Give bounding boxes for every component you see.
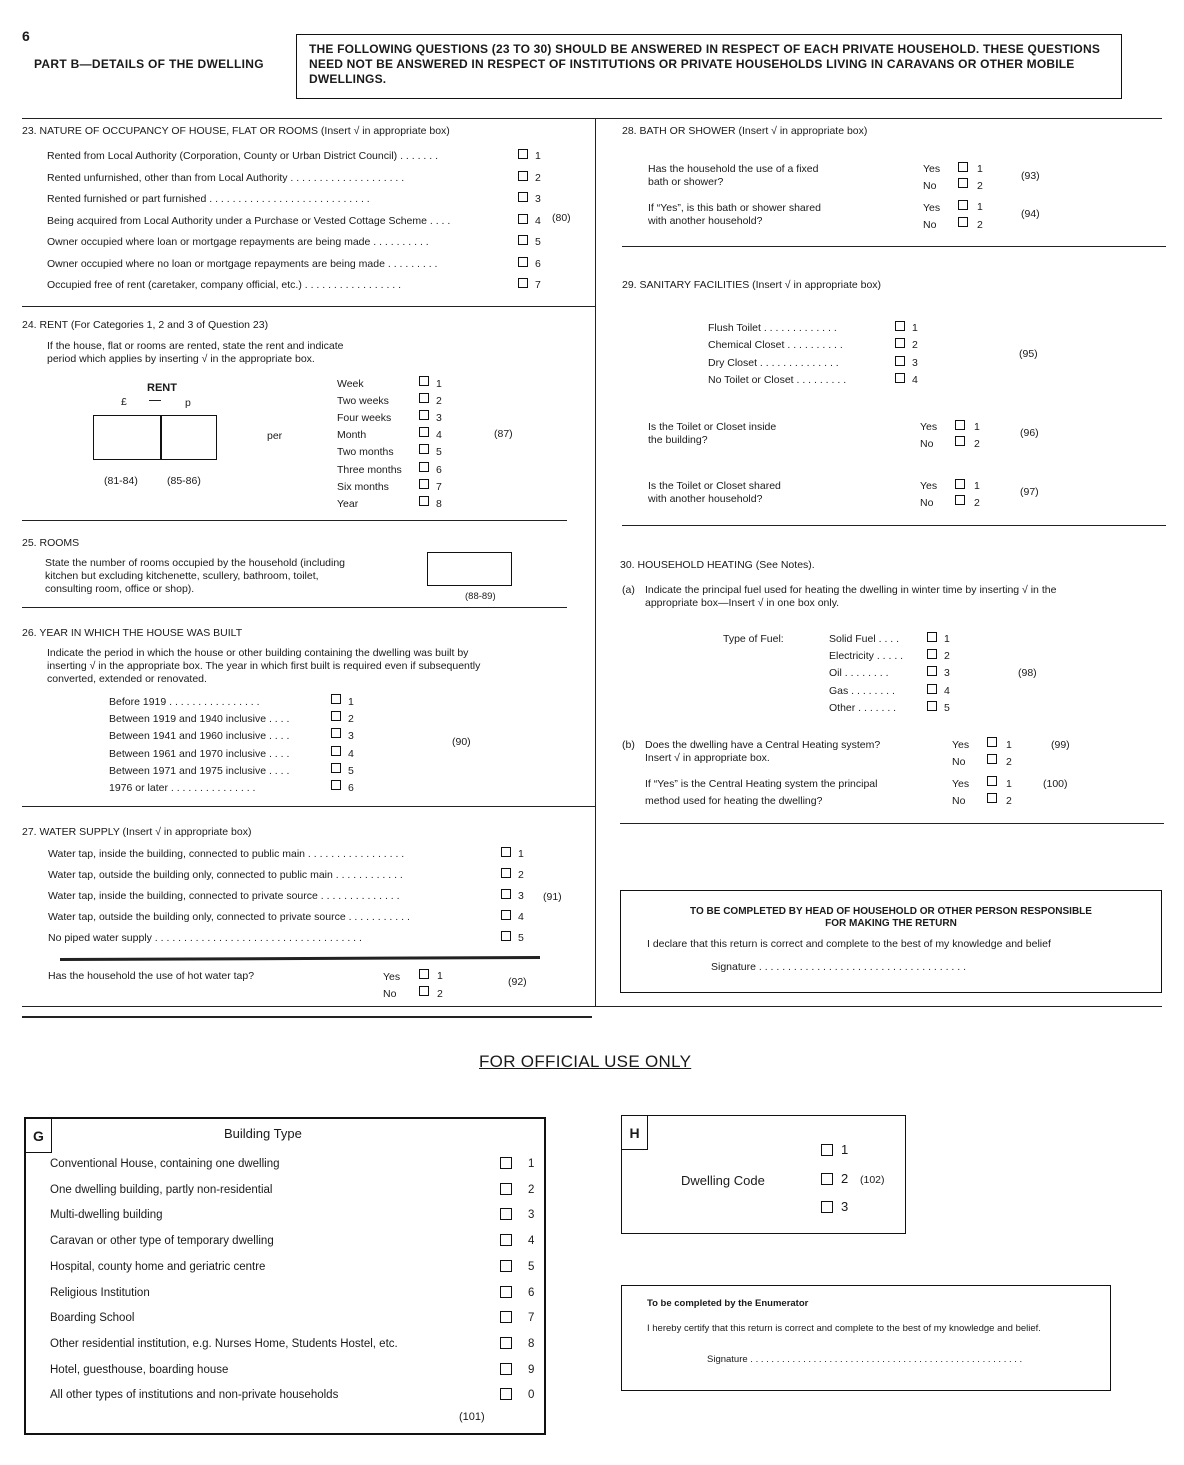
option-number: 2 bbox=[1006, 756, 1012, 768]
q23-option-label: Owner occupied where loan or mortgage repayments are being made . . . . . . . . . . bbox=[47, 236, 429, 248]
option-number: 1 bbox=[977, 201, 983, 213]
option-number: 2 bbox=[841, 1171, 849, 1186]
q29-shared-code: (97) bbox=[1020, 486, 1039, 498]
option-number: 2 bbox=[1006, 795, 1012, 807]
q28-b-no-checkbox[interactable] bbox=[958, 217, 968, 227]
option-number: 6 bbox=[535, 257, 541, 270]
q30-c-line-1: If “Yes” is the Central Heating system the principal bbox=[645, 778, 878, 790]
q29-shared-line-2: with another household? bbox=[648, 493, 763, 505]
q23-option-5-checkbox[interactable] bbox=[518, 235, 528, 245]
rent-period-2-checkbox[interactable] bbox=[419, 393, 429, 403]
q28-a-line-1: Has the household the use of a fixed bbox=[648, 163, 819, 175]
option-number: 3 bbox=[841, 1199, 849, 1214]
rent-period-5-checkbox[interactable] bbox=[419, 444, 429, 454]
declaration-title-1: TO BE COMPLETED BY HEAD OF HOUSEHOLD OR OTHER PERSON RESPONSIBLE bbox=[690, 906, 1092, 917]
q26-line-1: Indicate the period in which the house or other building containing the dwelling was built by bbox=[47, 647, 469, 659]
rent-period-1-checkbox[interactable] bbox=[419, 376, 429, 386]
q29-shared-no-checkbox[interactable] bbox=[955, 495, 965, 505]
notice-box: THE FOLLOWING QUESTIONS (23 TO 30) SHOULD BE ANSWERED IN RESPECT OF EACH PRIVATE HOUSEHOLD. THESE QUESTIONS NEED NOT BE ANSWERED IN RESPECT OF INSTITUTIONS OR PRIVATE HOUSEHOLDS LIVING IN CARAVANS OR OTHER MOBILE DWELLINGS. bbox=[296, 34, 1122, 99]
q30-a-line-2: appropriate box—Insert √ in one box only. bbox=[645, 597, 840, 609]
q26-title: 26. YEAR IN WHICH THE HOUSE WAS BUILT bbox=[22, 627, 243, 639]
water-supply-2-checkbox[interactable] bbox=[501, 868, 511, 878]
fuel-label: Gas . . . . . . . . bbox=[829, 684, 895, 697]
option-number: 5 bbox=[348, 764, 354, 777]
q29-inside-yes-checkbox[interactable] bbox=[955, 420, 965, 430]
option-number: 2 bbox=[518, 869, 524, 881]
box-h-code: (102) bbox=[860, 1174, 885, 1186]
option-number: 1 bbox=[1006, 739, 1012, 751]
pence-sign: p bbox=[185, 397, 191, 409]
water-supply-label: Water tap, outside the building only, connected to private source . . . . . . . . . . . bbox=[48, 911, 410, 923]
building-type-1-checkbox[interactable] bbox=[500, 1157, 512, 1169]
year-built-1-checkbox[interactable] bbox=[331, 694, 341, 704]
option-number: 2 bbox=[535, 171, 541, 184]
rent-period-3-checkbox[interactable] bbox=[419, 410, 429, 420]
q28-a-line-2: bath or shower? bbox=[648, 176, 724, 188]
option-number: 6 bbox=[528, 1286, 535, 1299]
option-number: 6 bbox=[436, 463, 442, 476]
building-type-9-checkbox[interactable] bbox=[500, 1363, 512, 1375]
yes-label: Yes bbox=[920, 421, 938, 433]
q24-instruction-2: period which applies by inserting √ in the appropriate box. bbox=[47, 353, 315, 365]
no-label: No bbox=[923, 219, 937, 231]
option-number: 3 bbox=[348, 730, 354, 743]
divider bbox=[620, 823, 1164, 824]
q28-a-yes-checkbox[interactable] bbox=[958, 162, 968, 172]
water-supply-4-checkbox[interactable] bbox=[501, 910, 511, 920]
rooms-field[interactable] bbox=[427, 552, 512, 586]
fuel-5-checkbox[interactable] bbox=[927, 701, 937, 711]
building-type-label: Hospital, county home and geriatric centre bbox=[50, 1260, 266, 1273]
q28-a-no-checkbox[interactable] bbox=[958, 178, 968, 188]
q30-b-line-1: Does the dwelling have a Central Heating system? bbox=[645, 739, 881, 751]
fuel-label: Other . . . . . . . bbox=[829, 701, 897, 714]
q23-option-4-checkbox[interactable] bbox=[518, 214, 528, 224]
option-number: 1 bbox=[944, 633, 950, 645]
building-type-label: Hotel, guesthouse, boarding house bbox=[50, 1363, 229, 1376]
q24-instruction-1: If the house, flat or rooms are rented, state the rent and indicate bbox=[47, 340, 344, 352]
option-number: 7 bbox=[535, 279, 541, 291]
q29-title: 29. SANITARY FACILITIES (Insert √ in appropriate box) bbox=[622, 279, 882, 291]
option-number: 1 bbox=[535, 150, 541, 162]
year-built-label: Between 1941 and 1960 inclusive . . . . bbox=[109, 730, 290, 743]
declaration-title-2: FOR MAKING THE RETURN bbox=[825, 918, 957, 929]
bottom-rule-2 bbox=[22, 1016, 592, 1018]
rent-period-label: Four weeks bbox=[337, 412, 392, 425]
divider bbox=[22, 806, 595, 807]
rent-period-8-checkbox[interactable] bbox=[419, 496, 429, 506]
building-type-label: Conventional House, containing one dwelling bbox=[50, 1158, 280, 1170]
top-rule bbox=[22, 118, 1162, 119]
fuel-label: Electricity . . . . . bbox=[829, 650, 904, 663]
q29-shared-line-1: Is the Toilet or Closet shared bbox=[648, 480, 781, 492]
year-built-label: Between 1961 and 1970 inclusive . . . . bbox=[109, 747, 290, 760]
q30-a-label: (a) bbox=[622, 584, 635, 596]
building-type-label: One dwelling building, partly non-residential bbox=[50, 1183, 273, 1196]
divider bbox=[22, 306, 595, 307]
q23-option-2-checkbox[interactable] bbox=[518, 171, 528, 181]
type-of-fuel-label: Type of Fuel: bbox=[723, 633, 784, 645]
central-heating-no-checkbox[interactable] bbox=[987, 754, 997, 764]
option-number: 5 bbox=[944, 701, 950, 714]
building-type-4-checkbox[interactable] bbox=[500, 1234, 512, 1246]
q23-option-label: Occupied free of rent (caretaker, company official, etc.) . . . . . . . . . . . . . . . . . bbox=[47, 279, 402, 291]
building-type-6-checkbox[interactable] bbox=[500, 1286, 512, 1298]
q30-title: 30. HOUSEHOLD HEATING (See Notes). bbox=[620, 559, 815, 571]
option-number: 9 bbox=[528, 1363, 535, 1376]
building-type-label: Boarding School bbox=[50, 1312, 135, 1325]
q23-option-label: Being acquired from Local Authority under a Purchase or Vested Cottage Scheme . . . . bbox=[47, 214, 451, 227]
rent-period-label: Two weeks bbox=[337, 395, 389, 408]
year-built-4-checkbox[interactable] bbox=[331, 746, 341, 756]
q23-option-label: Rented from Local Authority (Corporation, County or Urban District Council) . . . . . . . bbox=[47, 150, 438, 162]
option-number: 2 bbox=[348, 713, 354, 726]
rent-period-label: Six months bbox=[337, 480, 389, 493]
hot-water-no-checkbox[interactable] bbox=[419, 986, 429, 996]
sanitary-label: No Toilet or Closet . . . . . . . . . bbox=[708, 373, 847, 386]
option-number: 4 bbox=[348, 747, 354, 760]
principal-heating-no-checkbox[interactable] bbox=[987, 793, 997, 803]
rent-period-label: Two months bbox=[337, 446, 394, 459]
q23-option-6-checkbox[interactable] bbox=[518, 257, 528, 267]
option-number: 1 bbox=[841, 1142, 849, 1157]
option-number: 2 bbox=[977, 180, 983, 192]
q29-inside-line-2: the building? bbox=[648, 434, 708, 446]
water-supply-5-checkbox[interactable] bbox=[501, 931, 511, 941]
q24-title: 24. RENT (For Categories 1, 2 and 3 of Question 23) bbox=[22, 319, 269, 331]
building-type-box bbox=[24, 1117, 546, 1435]
q23-option-3-checkbox[interactable] bbox=[518, 192, 528, 202]
q23-option-1-checkbox[interactable] bbox=[518, 149, 528, 159]
q28-b-line-1: If “Yes”, is this bath or shower shared bbox=[648, 202, 821, 214]
option-number: 8 bbox=[528, 1337, 535, 1350]
declaration-box bbox=[620, 890, 1162, 993]
divider bbox=[22, 607, 567, 608]
yes-label: Yes bbox=[952, 739, 970, 751]
yes-label: Yes bbox=[923, 163, 941, 175]
option-number: 1 bbox=[437, 970, 443, 982]
q29-code: (95) bbox=[1019, 348, 1038, 360]
dwelling-code-2-checkbox[interactable] bbox=[821, 1173, 833, 1185]
rent-pence-field[interactable] bbox=[161, 415, 217, 460]
q29-inside-line-1: Is the Toilet or Closet inside bbox=[648, 421, 777, 433]
option-number: 3 bbox=[535, 193, 541, 205]
hot-water-question: Has the household the use of hot water tap? bbox=[48, 970, 255, 982]
divider bbox=[622, 246, 1166, 247]
rent-pounds-field[interactable] bbox=[93, 415, 161, 460]
year-built-label: 1976 or later . . . . . . . . . . . . . . . bbox=[109, 782, 256, 794]
option-number: 8 bbox=[436, 497, 442, 510]
yes-label: Yes bbox=[383, 971, 401, 983]
water-supply-label: Water tap, outside the building only, connected to public main . . . . . . . . . . . . bbox=[48, 869, 403, 881]
q27-hot-code: (92) bbox=[508, 976, 527, 988]
option-number: 3 bbox=[436, 412, 442, 425]
q26-code: (90) bbox=[452, 736, 471, 748]
option-number: 1 bbox=[348, 696, 354, 708]
rent-period-6-checkbox[interactable] bbox=[419, 462, 429, 472]
q26-line-3: converted, extended or renovated. bbox=[47, 673, 207, 685]
bottom-rule-1 bbox=[22, 1006, 1162, 1007]
option-number: 1 bbox=[1006, 778, 1012, 790]
building-type-3-checkbox[interactable] bbox=[500, 1208, 512, 1220]
q29-inside-code: (96) bbox=[1020, 427, 1039, 439]
central-heating-yes-checkbox[interactable] bbox=[987, 737, 997, 747]
sanitary-1-checkbox[interactable] bbox=[895, 321, 905, 331]
year-built-label: Between 1919 and 1940 inclusive . . . . bbox=[109, 713, 290, 726]
building-type-2-checkbox[interactable] bbox=[500, 1183, 512, 1195]
yes-label: Yes bbox=[923, 202, 941, 214]
year-built-5-checkbox[interactable] bbox=[331, 763, 341, 773]
rent-period-label: Month bbox=[337, 429, 367, 442]
q23-option-label: Owner occupied where no loan or mortgage repayments are being made . . . . . . . . . bbox=[47, 257, 438, 270]
option-number: 2 bbox=[528, 1183, 535, 1196]
box-h-letter: H bbox=[622, 1116, 648, 1150]
option-number: 2 bbox=[437, 988, 443, 1000]
water-supply-label: Water tap, inside the building, connected to public main . . . . . . . . . . . . . . . . . bbox=[48, 848, 405, 860]
option-number: 1 bbox=[912, 322, 918, 334]
no-label: No bbox=[923, 180, 937, 192]
rent-period-label: Year bbox=[337, 497, 359, 510]
water-supply-label: Water tap, inside the building, connected to private source . . . . . . . . . . . . . . bbox=[48, 890, 400, 902]
option-number: 7 bbox=[528, 1312, 535, 1325]
option-number: 2 bbox=[436, 395, 442, 408]
option-number: 2 bbox=[974, 497, 980, 509]
enumerator-signature-line[interactable]: Signature . . . . . . . . . . . . . . . . . . . . . . . . . . . . . . . . . . . . . . . . . . . . . . . . . . . . bbox=[707, 1354, 1023, 1365]
building-type-label: Multi-dwelling building bbox=[50, 1209, 163, 1222]
pound-sign: £ bbox=[121, 396, 127, 408]
option-number: 7 bbox=[436, 480, 442, 493]
q29-inside-no-checkbox[interactable] bbox=[955, 436, 965, 446]
building-type-label: Other residential institution, e.g. Nurses Home, Students Hostel, etc. bbox=[50, 1337, 398, 1350]
rent-period-4-checkbox[interactable] bbox=[419, 427, 429, 437]
dwelling-code-1-checkbox[interactable] bbox=[821, 1144, 833, 1156]
option-number: 1 bbox=[974, 421, 980, 433]
water-supply-3-checkbox[interactable] bbox=[501, 889, 511, 899]
q23-title: 23. NATURE OF OCCUPANCY OF HOUSE, FLAT OR ROOMS (Insert √ in appropriate box) bbox=[22, 125, 450, 137]
building-type-label: Religious Institution bbox=[50, 1286, 150, 1299]
sanitary-label: Dry Closet . . . . . . . . . . . . . . bbox=[708, 356, 839, 369]
per-label: per bbox=[267, 430, 283, 442]
sanitary-3-checkbox[interactable] bbox=[895, 356, 905, 366]
option-number: 3 bbox=[912, 356, 918, 369]
building-type-label: Caravan or other type of temporary dwelling bbox=[50, 1235, 274, 1248]
rent-period-7-checkbox[interactable] bbox=[419, 479, 429, 489]
option-number: 4 bbox=[535, 214, 541, 227]
q23-option-label: Rented furnished or part furnished . . . . . . . . . . . . . . . . . . . . . . . . . . . . bbox=[47, 193, 370, 205]
option-number: 4 bbox=[912, 373, 918, 386]
option-number: 2 bbox=[912, 339, 918, 352]
q30-a-line-1: Indicate the principal fuel used for heating the dwelling in winter time by inserting √ in the bbox=[645, 584, 1057, 596]
building-type-title: Building Type bbox=[224, 1126, 302, 1141]
sanitary-2-checkbox[interactable] bbox=[895, 338, 905, 348]
q29-shared-yes-checkbox[interactable] bbox=[955, 479, 965, 489]
option-number: 3 bbox=[518, 890, 524, 902]
option-number: 1 bbox=[528, 1158, 535, 1170]
no-label: No bbox=[920, 438, 934, 450]
q26-line-2: inserting √ in the appropriate box. The year in which first built is required even if subsequently bbox=[47, 660, 481, 672]
option-number: 1 bbox=[436, 378, 442, 390]
building-type-8-checkbox[interactable] bbox=[500, 1337, 512, 1349]
option-number: 5 bbox=[528, 1260, 535, 1273]
sanitary-4-checkbox[interactable] bbox=[895, 373, 905, 383]
q27-title: 27. WATER SUPPLY (Insert √ in appropriate box) bbox=[22, 826, 252, 838]
q30-b-line-2: Insert √ in appropriate box. bbox=[645, 752, 770, 764]
q25-line-2: kitchen but excluding kitchenette, scullery, bathroom, toilet, bbox=[45, 570, 319, 582]
q30-c-code: (100) bbox=[1043, 778, 1068, 790]
q30-c-line-2: method used for heating the dwelling? bbox=[645, 795, 823, 807]
dwelling-code-3-checkbox[interactable] bbox=[821, 1201, 833, 1213]
option-number: 3 bbox=[944, 667, 950, 680]
year-built-label: Between 1971 and 1975 inclusive . . . . bbox=[109, 764, 290, 777]
option-number: 2 bbox=[974, 438, 980, 450]
no-label: No bbox=[383, 988, 397, 1000]
q30-fuel-code: (98) bbox=[1018, 667, 1037, 679]
page-number: 6 bbox=[22, 28, 30, 44]
rent-period-label: Week bbox=[337, 378, 364, 390]
enumerator-title: To be completed by the Enumerator bbox=[647, 1298, 809, 1309]
divider bbox=[622, 525, 1166, 526]
principal-heating-yes-checkbox[interactable] bbox=[987, 776, 997, 786]
official-use-heading: FOR OFFICIAL USE ONLY bbox=[479, 1052, 692, 1071]
sanitary-label: Chemical Closet . . . . . . . . . . bbox=[708, 339, 843, 352]
year-built-2-checkbox[interactable] bbox=[331, 711, 341, 721]
option-number: 4 bbox=[528, 1235, 535, 1248]
building-type-5-checkbox[interactable] bbox=[500, 1260, 512, 1272]
q28-a-code: (93) bbox=[1021, 170, 1040, 182]
option-number: 2 bbox=[977, 219, 983, 231]
q27-code: (91) bbox=[543, 891, 562, 903]
hot-water-yes-checkbox[interactable] bbox=[419, 969, 429, 979]
enumerator-text: I hereby certify that this return is correct and complete to the best of my knowledge and belief. bbox=[647, 1323, 1041, 1334]
fuel-label: Oil . . . . . . . . bbox=[829, 667, 889, 680]
divider bbox=[22, 520, 567, 521]
code-pence: (85-86) bbox=[167, 475, 201, 487]
year-built-label: Before 1919 . . . . . . . . . . . . . . . . bbox=[109, 696, 260, 708]
rent-period-label: Three months bbox=[337, 463, 402, 476]
option-number: 1 bbox=[518, 848, 524, 860]
sanitary-label: Flush Toilet . . . . . . . . . . . . . bbox=[708, 322, 837, 334]
part-title: PART B—DETAILS OF THE DWELLING bbox=[34, 57, 264, 71]
column-divider bbox=[595, 118, 596, 1006]
q23-code: (80) bbox=[552, 212, 571, 224]
q23-option-7-checkbox[interactable] bbox=[518, 278, 528, 288]
q30-b-code: (99) bbox=[1051, 739, 1070, 751]
fuel-4-checkbox[interactable] bbox=[927, 684, 937, 694]
water-supply-label: No piped water supply . . . . . . . . . . . . . . . . . . . . . . . . . . . . . . . . . . . . bbox=[48, 932, 362, 944]
no-label: No bbox=[952, 756, 966, 768]
fuel-label: Solid Fuel . . . . bbox=[829, 633, 900, 645]
option-number: 4 bbox=[944, 684, 950, 697]
head-signature-line[interactable]: Signature . . . . . . . . . . . . . . . . . . . . . . . . . . . . . . . . . . . . bbox=[711, 961, 966, 973]
q30-b-label: (b) bbox=[622, 739, 635, 751]
q25-line-3: consulting room, office or shop). bbox=[45, 583, 195, 595]
yes-label: Yes bbox=[920, 480, 938, 492]
option-number: 3 bbox=[528, 1209, 535, 1222]
option-number: 5 bbox=[436, 446, 442, 459]
building-type-7-checkbox[interactable] bbox=[500, 1311, 512, 1323]
dwelling-code-title: Dwelling Code bbox=[681, 1173, 765, 1188]
option-number: 5 bbox=[535, 236, 541, 248]
code-pounds: (81-84) bbox=[104, 475, 138, 487]
heavy-rule bbox=[60, 956, 540, 961]
q28-title: 28. BATH OR SHOWER (Insert √ in appropriate box) bbox=[622, 125, 868, 137]
q25-code: (88-89) bbox=[465, 591, 496, 602]
declaration-text: I declare that this return is correct and complete to the best of my knowledge and belief bbox=[647, 938, 1051, 950]
option-number: 4 bbox=[518, 911, 524, 923]
q28-b-code: (94) bbox=[1021, 208, 1040, 220]
q25-title: 25. ROOMS bbox=[22, 537, 80, 549]
rent-label: RENT bbox=[147, 382, 177, 394]
option-number: 4 bbox=[436, 429, 442, 442]
yes-label: Yes bbox=[952, 778, 970, 790]
q23-option-label: Rented unfurnished, other than from Local Authority . . . . . . . . . . . . . . . . . . . . bbox=[47, 171, 405, 184]
fuel-2-checkbox[interactable] bbox=[927, 649, 937, 659]
building-type-label: All other types of institutions and non-private households bbox=[50, 1389, 339, 1402]
dwelling-code-box bbox=[621, 1115, 906, 1234]
q28-b-yes-checkbox[interactable] bbox=[958, 200, 968, 210]
option-number: 0 bbox=[528, 1389, 535, 1402]
option-number: 1 bbox=[974, 480, 980, 492]
option-number: 5 bbox=[518, 932, 524, 944]
fuel-1-checkbox[interactable] bbox=[927, 632, 937, 642]
water-supply-1-checkbox[interactable] bbox=[501, 847, 511, 857]
q24-code: (87) bbox=[494, 428, 513, 440]
no-label: No bbox=[920, 497, 934, 509]
option-number: 6 bbox=[348, 782, 354, 794]
year-built-6-checkbox[interactable] bbox=[331, 780, 341, 790]
box-g-code: (101) bbox=[459, 1411, 485, 1423]
no-label: No bbox=[952, 795, 966, 807]
building-type-0-checkbox[interactable] bbox=[500, 1388, 512, 1400]
q25-line-1: State the number of rooms occupied by the household (including bbox=[45, 557, 346, 569]
enumerator-box bbox=[621, 1285, 1111, 1391]
option-number: 2 bbox=[944, 650, 950, 663]
option-number: 1 bbox=[977, 163, 983, 175]
fuel-3-checkbox[interactable] bbox=[927, 666, 937, 676]
year-built-3-checkbox[interactable] bbox=[331, 728, 341, 738]
q28-b-line-2: with another household? bbox=[648, 215, 763, 227]
box-g-letter: G bbox=[26, 1119, 52, 1153]
